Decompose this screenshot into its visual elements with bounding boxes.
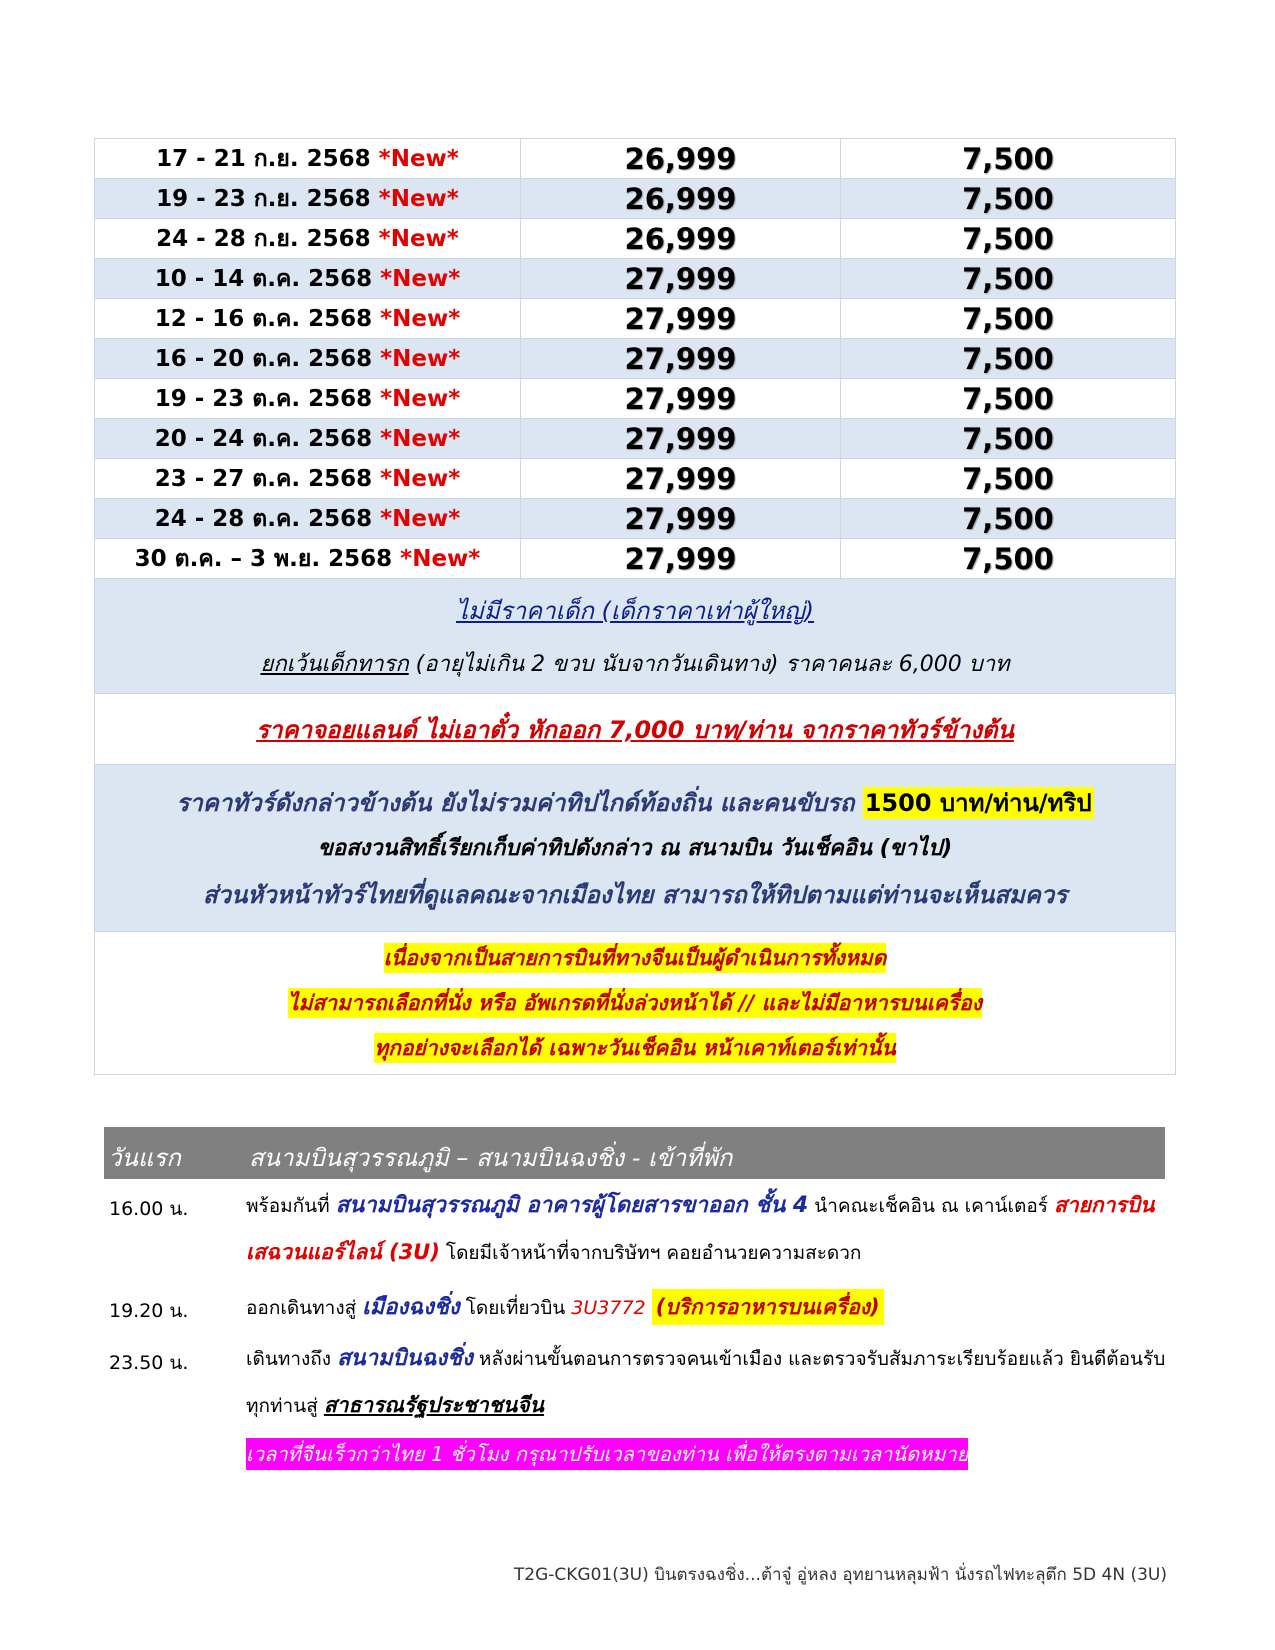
- adult-price: 27,999: [521, 379, 841, 419]
- new-tag: *New*: [378, 225, 459, 252]
- price-row: [95, 299, 1176, 339]
- itinerary-item: [246, 1182, 1171, 1276]
- itinerary-item: [246, 1336, 1171, 1472]
- single-supplement: 7,500: [841, 299, 1176, 339]
- date-cell: [95, 539, 521, 579]
- date-range: 19 - 23 ก.ย. 2568: [156, 185, 371, 212]
- item-text: นำคณะเช็คอิน ณ เคาน์เตอร์: [808, 1195, 1055, 1217]
- time-label: 19.20 น.: [109, 1300, 189, 1322]
- date-cell: [95, 499, 521, 539]
- date-range: 24 - 28 ก.ย. 2568: [156, 225, 371, 252]
- date-range: 24 - 28 ต.ค. 2568: [154, 505, 373, 532]
- date-cell: [95, 259, 521, 299]
- single-supplement: 7,500: [841, 179, 1176, 219]
- airline-line-1: เนื่องจากเป็นสายการบินที่ทางจีนเป็นผู้ดำเนินการทั้งหมด: [384, 943, 887, 973]
- time-label: 23.50 น.: [109, 1352, 189, 1374]
- price-row: [95, 139, 1176, 179]
- new-tag: *New*: [380, 465, 461, 492]
- airport-highlight: สนามบินฉงชิ่ง: [337, 1346, 473, 1371]
- price-row: [95, 539, 1176, 579]
- new-tag: *New*: [380, 265, 461, 292]
- tip-line-3: ส่วนหัวหน้าทัวร์ไทยที่ดูแลคณะจากเมืองไทย สามารถให้ทิปตามแต่ท่านจะเห็นสมควร: [202, 880, 1068, 909]
- airline-line-3: ทุกอย่างจะเลือกได้ เฉพาะวันเช็คอิน หน้าเคาท์เตอร์เท่านั้น: [374, 1033, 895, 1063]
- child-price-note: [95, 579, 1176, 694]
- no-child-price-text: ไม่มีราคาเด็ก (เด็กราคาเท่าผู้ใหญ่): [455, 597, 815, 625]
- itinerary-item: [246, 1284, 1171, 1331]
- tip-cell: [95, 765, 1176, 932]
- airline-name: สายการบินเสฉวนแอร์ไลน์ (3U): [246, 1193, 1155, 1264]
- adult-price: 26,999: [521, 179, 841, 219]
- city-highlight: เมืองฉงชิ่ง: [362, 1295, 460, 1320]
- tip-amount-highlight: 1500 บาท/ท่าน/ทริป: [864, 788, 1092, 817]
- new-tag: *New*: [400, 545, 481, 572]
- child-price-cell: [95, 579, 1176, 694]
- price-row: [95, 219, 1176, 259]
- tip-line-1-text: ราคาทัวร์ดังกล่าวข้างต้น ยังไม่รวมค่าทิปไกด์ท้องถิ่น และคนขับรถ: [176, 788, 863, 817]
- single-supplement: 7,500: [841, 419, 1176, 459]
- adult-price: 27,999: [521, 539, 841, 579]
- new-tag: *New*: [380, 305, 461, 332]
- item-text: หลังผ่านขั้นตอนการตรวจคนเข้าเมือง และตรวจรับสัมภาระเรียบร้อยแล้ว ยินดีต้อนรับทุกท่านสู่: [246, 1348, 1166, 1417]
- date-cell: [95, 379, 521, 419]
- date-range: 12 - 16 ต.ค. 2568: [154, 305, 373, 332]
- new-tag: *New*: [380, 345, 461, 372]
- single-supplement: 7,500: [841, 459, 1176, 499]
- single-supplement: 7,500: [841, 259, 1176, 299]
- item-text: พร้อมกันที่: [246, 1195, 336, 1217]
- country-name: สาธารณรัฐประชาชนจีน: [323, 1393, 544, 1417]
- date-range: 17 - 21 ก.ย. 2568: [156, 145, 371, 172]
- new-tag: *New*: [378, 185, 459, 212]
- price-row: [95, 179, 1176, 219]
- date-cell: [95, 219, 521, 259]
- tip-line-1: [95, 783, 1175, 822]
- adult-price: 26,999: [521, 219, 841, 259]
- adult-price: 27,999: [521, 299, 841, 339]
- day-route: สนามบินสุวรรณภูมิ – สนามบินฉงชิ่ง - เข้าที่พัก: [249, 1144, 733, 1172]
- price-row: [95, 419, 1176, 459]
- single-supplement: 7,500: [841, 339, 1176, 379]
- adult-price: 27,999: [521, 259, 841, 299]
- onboard-meal-badge: (บริการอาหารบนเครื่อง): [652, 1289, 884, 1325]
- airline-line-1-wrap: [95, 942, 1175, 975]
- item-text: โดยเที่ยวบิน: [459, 1297, 572, 1319]
- single-supplement: 7,500: [841, 139, 1176, 179]
- date-cell: [95, 139, 521, 179]
- date-range: 20 - 24 ต.ค. 2568: [154, 425, 373, 452]
- airline-cell: [95, 932, 1176, 1075]
- date-cell: [95, 459, 521, 499]
- date-cell: [95, 339, 521, 379]
- infant-exception-label: ยกเว้นเด็กทารก: [260, 652, 409, 677]
- price-table: [94, 138, 1176, 1075]
- date-cell: [95, 299, 521, 339]
- date-cell: [95, 179, 521, 219]
- date-range: 23 - 27 ต.ค. 2568: [154, 465, 373, 492]
- price-row: [95, 499, 1176, 539]
- day-header-bar: [104, 1127, 1165, 1179]
- price-row: [95, 339, 1176, 379]
- date-range: 10 - 14 ต.ค. 2568: [154, 265, 373, 292]
- date-range: 16 - 20 ต.ค. 2568: [154, 345, 373, 372]
- item-text: เดินทางถึง: [246, 1348, 338, 1370]
- single-supplement: 7,500: [841, 499, 1176, 539]
- new-tag: *New*: [380, 385, 461, 412]
- single-supplement: 7,500: [841, 379, 1176, 419]
- page-footer: T2G-CKG01(3U) บินตรงฉงชิ่ง...ต้าจู๋ อู่หลง อุทยานหลุมฟ้า นั่งรถไฟทะลุตึก 5D 4N (3U): [513, 1565, 1167, 1585]
- adult-price: 27,999: [521, 339, 841, 379]
- airline-line-3-wrap: [95, 1032, 1175, 1065]
- tip-line-2: ขอสงวนสิทธิ์เรียกเก็บค่าทิปดังกล่าว ณ สนามบิน วันเช็คอิน (ขาไป): [317, 835, 953, 861]
- airline-line-2: ไม่สามารถเลือกที่นั่ง หรือ อัพเกรดที่นั่งล่วงหน้าได้ // และไม่มีอาหารบนเครื่อง: [288, 988, 982, 1018]
- new-tag: *New*: [380, 425, 461, 452]
- date-cell: [95, 419, 521, 459]
- adult-price: 26,999: [521, 139, 841, 179]
- infant-price-text: [95, 646, 1175, 681]
- day-label: วันแรก: [108, 1144, 181, 1172]
- adult-price: 27,999: [521, 459, 841, 499]
- airport-highlight: สนามบินสุวรรณภูมิ อาคารผู้โดยสารขาออก ชั้น 4: [335, 1193, 809, 1218]
- price-row: [95, 379, 1176, 419]
- tip-note: [95, 765, 1176, 932]
- flight-number: 3U3772: [571, 1297, 646, 1319]
- date-range: 19 - 23 ต.ค. 2568: [154, 385, 373, 412]
- price-row: [95, 459, 1176, 499]
- adult-price: 27,999: [521, 419, 841, 459]
- joinland-price-text: ราคาจอยแลนด์ ไม่เอาตั๋ว หักออก 7,000 บาท/ท่าน จากราคาทัวร์ข้างต้น: [256, 715, 1014, 744]
- time-difference-note: เวลาที่จีนเร็วกว่าไทย 1 ชั่วโมง กรุณาปรับเวลาของท่าน เพื่อให้ตรงตามเวลานัดหมาย: [246, 1438, 968, 1470]
- single-supplement: 7,500: [841, 219, 1176, 259]
- airline-note: [95, 932, 1176, 1075]
- airline-line-2-wrap: [95, 987, 1175, 1020]
- item-text: ออกเดินทางสู่: [246, 1297, 363, 1319]
- new-tag: *New*: [378, 145, 459, 172]
- price-row: [95, 259, 1176, 299]
- joinland-note: [95, 694, 1176, 765]
- time-label: 16.00 น.: [109, 1198, 189, 1220]
- new-tag: *New*: [380, 505, 461, 532]
- infant-price-detail: (อายุไม่เกิน 2 ขวบ นับจากวันเดินทาง) ราคาคนละ 6,000 บาท: [408, 652, 1010, 677]
- joinland-cell: [95, 694, 1176, 765]
- single-supplement: 7,500: [841, 539, 1176, 579]
- time-note-wrap: [246, 1437, 1171, 1472]
- item-text: โดยมีเจ้าหน้าที่จากบริษัทฯ คอยอำนวยความสะดวก: [439, 1242, 862, 1264]
- date-range: 30 ต.ค. – 3 พ.ย. 2568: [134, 545, 393, 572]
- adult-price: 27,999: [521, 499, 841, 539]
